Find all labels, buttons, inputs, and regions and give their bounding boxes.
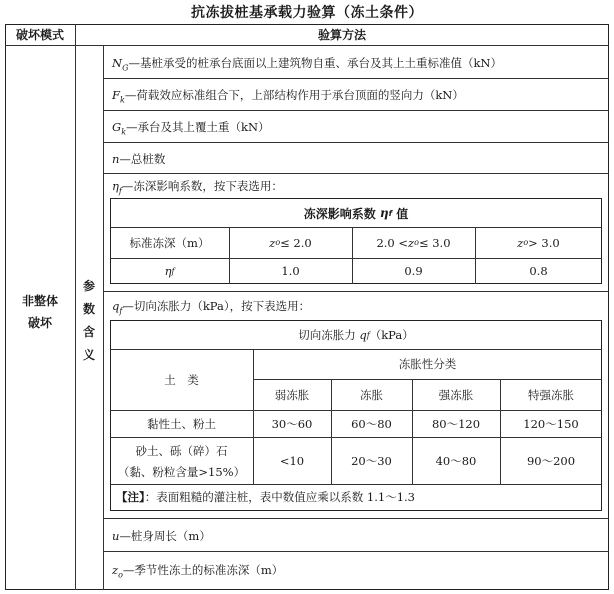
table2-title: 切向冻胀力 q f （kPa） [298,328,414,342]
def-zo: $z_o—$季节性冻土的标准冻深（m） [112,563,284,580]
table1-value: 0.9 [404,264,423,278]
table2-value: <10 [279,453,305,468]
parameter-meaning-label [75,275,103,367]
table2-value: 20～30 [351,453,392,468]
table2-value: 30～60 [271,416,313,431]
table1-value: 1.0 [281,264,300,278]
note-label: 【注】 [116,490,145,504]
table2-value: 90～200 [526,453,576,468]
def-fk: $F_k—$荷载效应标准组合下，上部结构作用于承台顶面的竖向力（kN） [112,88,464,105]
table2-note: 【注】：表面粗糙的灌注桩，表中数值应乘以系数 1.1～1.3 [116,490,415,504]
table1-cond: z o > 3.0 [517,235,560,250]
param-char: 参 [82,279,95,293]
failure-mode-line2: 破坏 [27,316,52,330]
failure-mode-label [5,290,75,334]
def-qf: $q_f—$切向冻胀力（kPa），按下表选用： [112,299,311,316]
param-char: 含 [82,325,95,339]
table2-value: 60～80 [351,416,392,431]
def-gk: $G_k—$承台及其上覆土重（kN） [112,120,270,137]
table2-soil-header: 土 类 [164,372,199,387]
param-char: 数 [82,302,95,316]
table1-title: 冻深影响系数 η f 值 [303,206,409,221]
table2-class: 冻胀 [360,387,383,402]
def-ng: $N_G—$基桩承受的桩承台底面以上建筑物自重、承台及其上土重标准值（kN） [112,56,502,73]
table2-value: 40～80 [435,453,477,468]
param-char: 义 [82,348,95,362]
page-title: 抗冻拔桩基承载力验算（冻土条件） [191,5,423,21]
table2-value: 80～120 [431,416,481,431]
table2-class: 强冻胀 [438,387,474,402]
table2-class: 特强冻胀 [528,387,574,402]
def-eta: $\eta_f—$冻深影响系数，按下表选用： [112,179,283,196]
table2-group-header: 冻胀性分类 [398,357,457,371]
header-method: 验算方法 [317,28,366,42]
table1-cond: z o ≤ 2.0 [269,235,312,250]
table1-row2-label: η f [164,264,175,278]
def-u: u—桩身周长（m） [112,529,211,543]
table1-value: 0.8 [529,264,548,278]
table2-soil: 砂土、砾（碎）石 （黏、粉粒含量>15%） [117,444,246,479]
table2-value: 120～150 [523,416,579,431]
table1-cond: 2.0 < z o ≤ 3.0 [376,235,451,250]
table1-row1-label: 标准冻深（m） [129,235,210,250]
failure-mode-line1: 非整体 [21,294,58,308]
header-failure-mode: 破坏模式 [15,28,64,42]
table2-class: 弱冻胀 [274,387,310,402]
table2-soil: 黏性土、粉土 [147,416,216,431]
def-n: n—总桩数 [112,152,166,166]
